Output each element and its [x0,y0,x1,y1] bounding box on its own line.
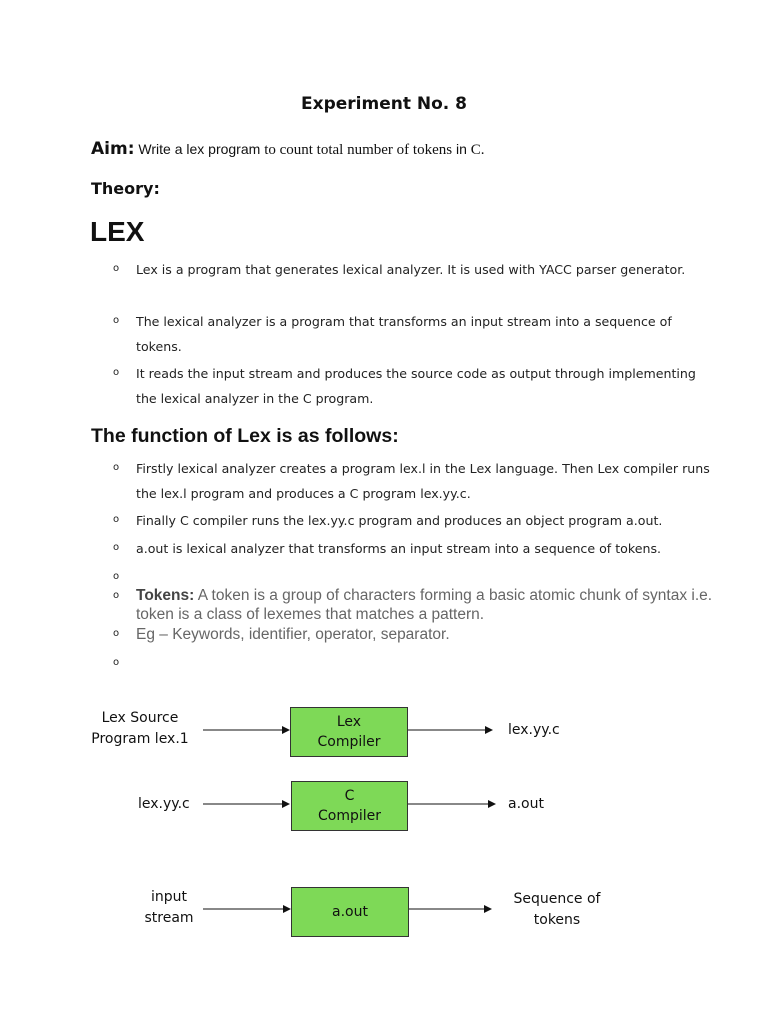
aim-colon: : [127,139,135,159]
diagram-input-lex-source [88,708,192,750]
empty-bullet-marker: o [113,657,120,668]
row3-output-line2: tokens [533,912,581,928]
bullet-marker: o [113,514,120,525]
theory-heading: Theory: [91,179,160,198]
row2-box-label: C Compiler [317,788,381,824]
row1-input-line1: Lex Source [101,710,179,726]
tokens-text: A token is a group of characters forming a basic atomic chunk of syntax i.e. token is a class of lexemes that matches a pattern. [136,587,713,623]
aim-label: Aim [91,139,128,159]
row1-box-label: Lex Compiler [317,714,381,750]
lex-compiler-box [290,707,408,757]
aim-text-serif: to count total number of tokens [264,142,453,158]
diagram-output-lex-yy-c: lex.yy.c [508,722,560,738]
bullet-marker: o [113,628,120,639]
tokens-label: Tokens: [136,587,195,604]
diagram-output-a-out: a.out [508,796,544,812]
function-bullet-3: a.out is lexical analyzer that transforms an input stream into a sequence of tokens. [136,541,662,556]
lex-heading: LEX [90,216,145,247]
function-bullet-2: Finally C compiler runs the lex.yy.c program and produces an object program a.out. [136,513,663,528]
page-title: Experiment No. 8 [301,94,467,114]
empty-bullet-marker: o [113,571,120,582]
diagram-input-stream [140,887,198,929]
diagram-input-lex-yy-c: lex.yy.c [138,796,190,812]
row1-input-line2: Program lex.1 [91,731,189,747]
diagram-output-tokens [510,889,604,931]
row3-output-line1: Sequence of [513,891,601,907]
function-bullet-1: Firstly lexical analyzer creates a program lex.l in the Lex language. Then Lex compiler runs the lex.l program and produces a C program lex.yy.c. [136,461,710,501]
lex-bullet-3: It reads the input stream and produces the source code as output through implementing the lexical analyzer in the C program. [136,366,696,406]
c-compiler-box [291,781,408,831]
bullet-marker: o [113,263,120,274]
row3-input-line2: stream [144,910,194,926]
example-text: Eg – Keywords, identifier, operator, separator. [136,626,450,643]
lex-bullet-1: Lex is a program that generates lexical analyzer. It is used with YACC parser generator. [136,262,686,277]
aim-text-start: Write a lex program [134,141,265,157]
bullet-marker: o [113,590,120,601]
bullet-marker: o [113,462,120,473]
lex-bullet-2: The lexical analyzer is a program that transforms an input stream into a sequence of tokens. [136,314,672,354]
bullet-marker: o [113,367,120,378]
bullet-marker: o [113,542,120,553]
row3-input-line1: input [150,889,187,905]
function-heading: The function of Lex is as follows: [91,425,399,447]
bullet-marker: o [113,315,120,326]
aim-text-in: in [452,141,471,157]
aim-text-end: C. [470,142,485,158]
a-out-box: a.out [291,887,409,937]
